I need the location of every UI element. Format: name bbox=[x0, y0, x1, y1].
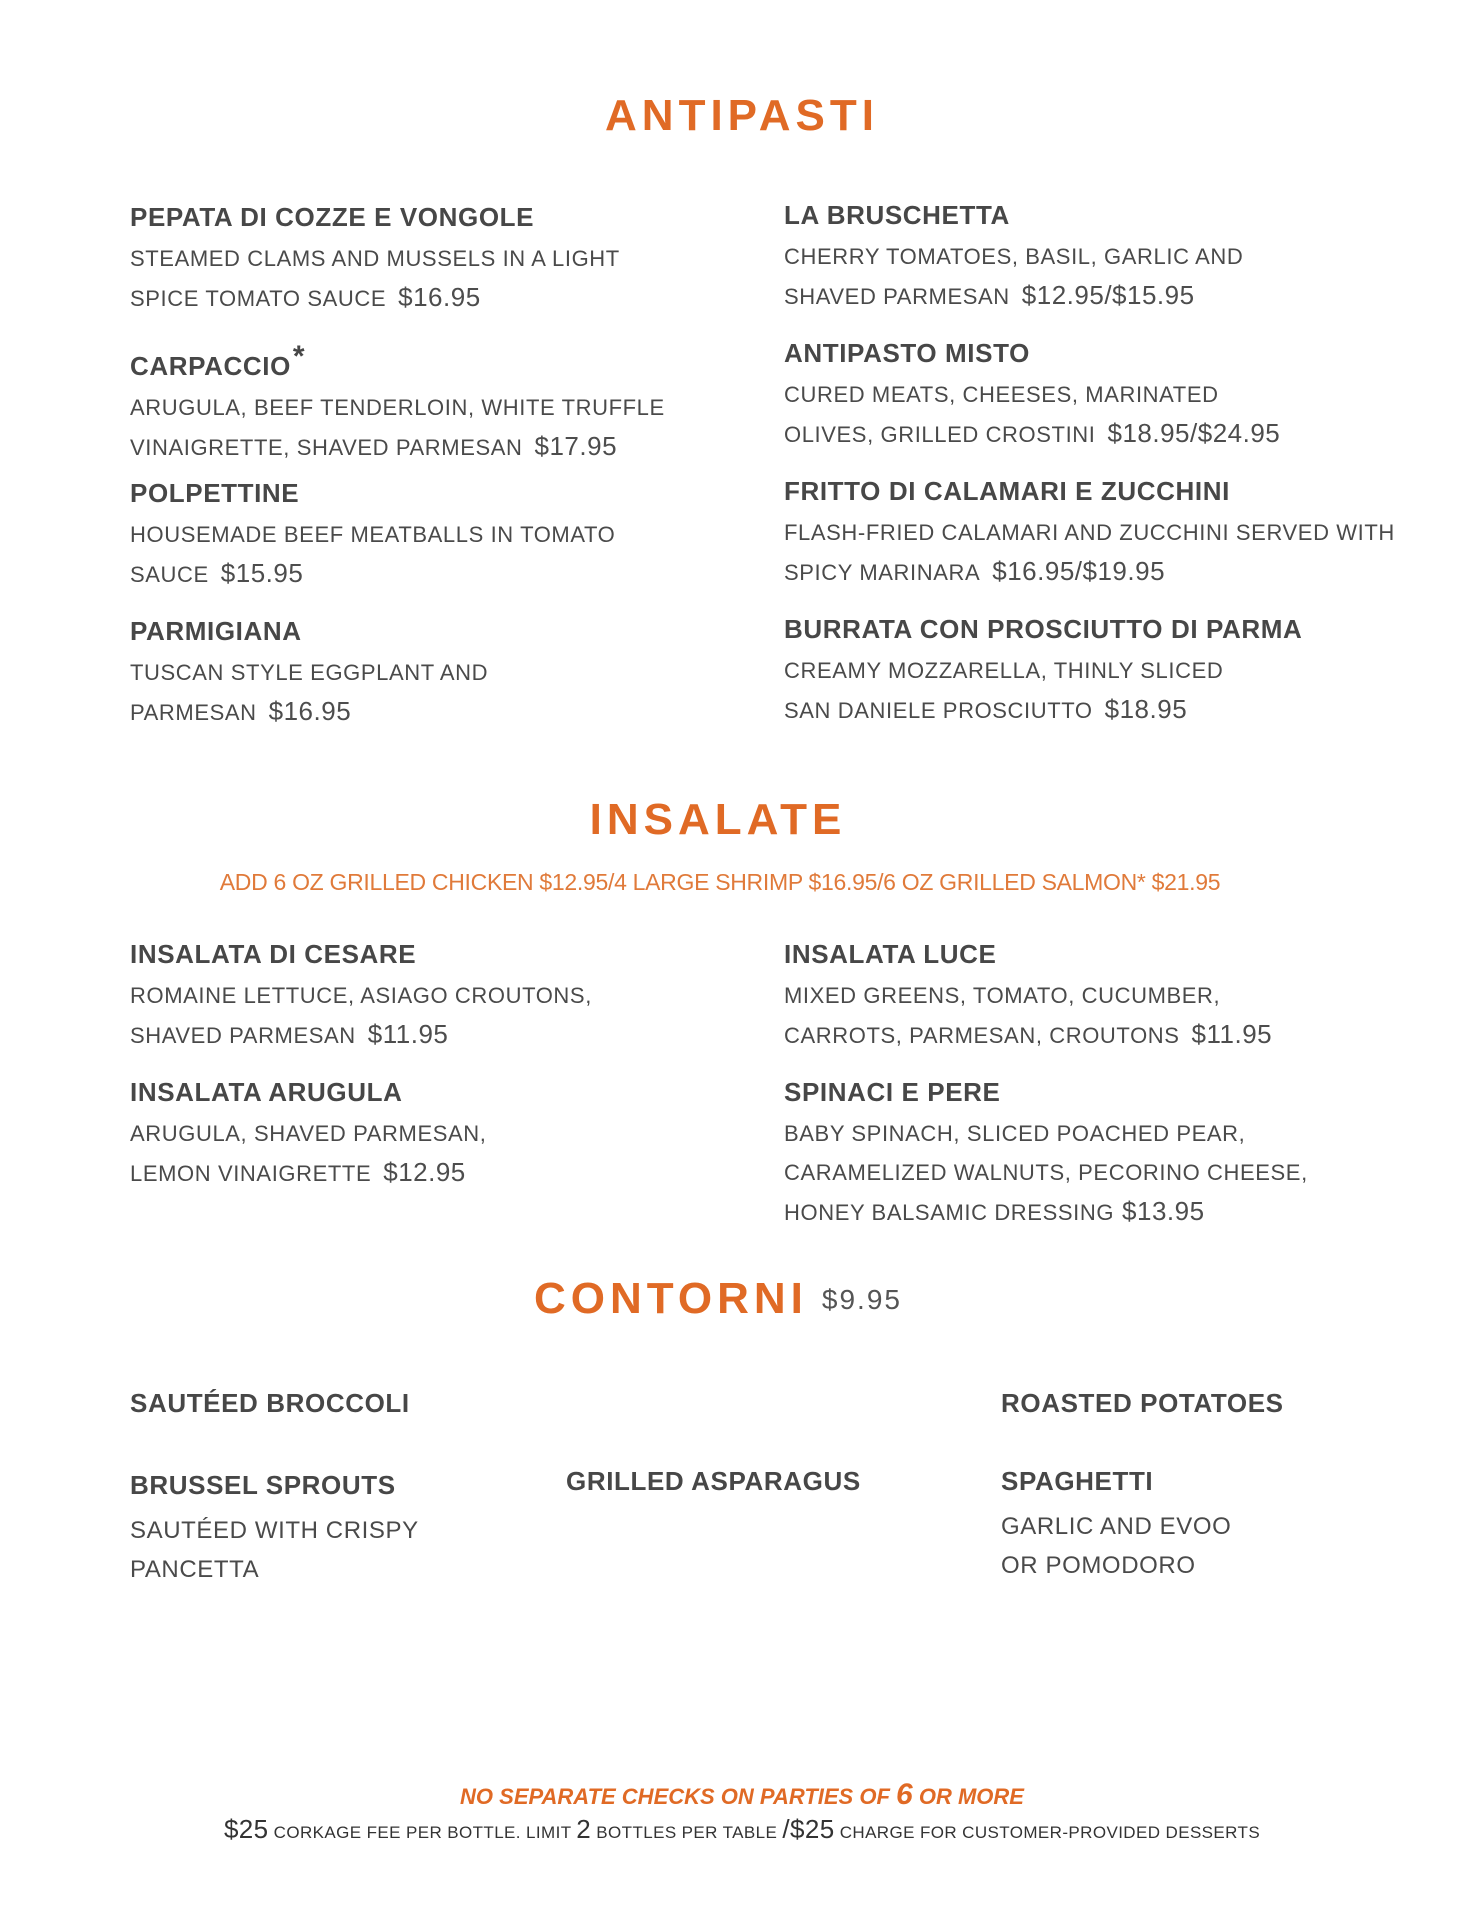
item-description bbox=[130, 1114, 730, 1193]
desc-line: LEMON VINAIGRETTE bbox=[130, 1161, 372, 1186]
item-description bbox=[784, 976, 1384, 1055]
contorni-heading bbox=[0, 1274, 1460, 1323]
desc-line: ARUGULA, BEEF TENDERLOIN, WHITE TRUFFLE bbox=[130, 395, 665, 420]
menu-item-luce bbox=[784, 941, 1384, 1055]
item-description bbox=[130, 239, 730, 318]
item-name: LA BRUSCHETTA bbox=[784, 200, 1010, 230]
desc-line: SHAVED PARMESAN bbox=[784, 284, 1010, 309]
notice-text: CORKAGE FEE PER BOTTLE. LIMIT bbox=[273, 1823, 572, 1842]
item-price: $13.95 bbox=[1122, 1196, 1205, 1226]
menu-item-burrata bbox=[784, 616, 1424, 730]
desc-line: GARLIC AND EVOO bbox=[1001, 1513, 1232, 1540]
item-name: PARMIGIANA bbox=[130, 616, 302, 646]
menu-item-polpettine bbox=[130, 480, 730, 594]
desc-line: HONEY BALSAMIC DRESSING bbox=[784, 1200, 1115, 1225]
desc-line: CARROTS, PARMESAN, CROUTONS bbox=[784, 1023, 1180, 1048]
desc-line: FLASH-FRIED CALAMARI AND ZUCCHINI SERVED WITH bbox=[784, 520, 1395, 545]
menu-item-antipasto-misto bbox=[784, 340, 1384, 454]
notice-number: 6 bbox=[896, 1778, 913, 1811]
item-description bbox=[784, 513, 1424, 592]
contorni-title: CONTORNI bbox=[534, 1274, 808, 1323]
desc-line: SPICY MARINARA bbox=[784, 560, 981, 585]
desc-line: SPICE TOMATO SAUCE bbox=[130, 286, 387, 311]
item-price: $12.95 bbox=[383, 1157, 466, 1187]
desc-line: STEAMED CLAMS AND MUSSELS IN A LIGHT bbox=[130, 246, 620, 271]
desc-line: HOUSEMADE BEEF MEATBALLS IN TOMATO bbox=[130, 522, 616, 547]
item-price: $16.95 bbox=[398, 282, 481, 312]
notice-text: NO SEPARATE CHECKS ON PARTIES OF bbox=[460, 1784, 890, 1809]
desc-line: OLIVES, GRILLED CROSTINI bbox=[784, 422, 1096, 447]
item-description bbox=[784, 1114, 1384, 1232]
side-potatoes: ROASTED POTATOES bbox=[1001, 1388, 1284, 1418]
side-brussel-sprouts-description bbox=[130, 1511, 470, 1589]
menu-item-bruschetta bbox=[784, 202, 1384, 316]
corkage-notice bbox=[0, 1814, 1484, 1845]
item-description bbox=[130, 653, 730, 732]
item-price: $18.95/$24.95 bbox=[1107, 418, 1281, 448]
item-price: $12.95/$15.95 bbox=[1021, 280, 1195, 310]
menu-item-carpaccio bbox=[130, 342, 730, 467]
menu-item-cesare bbox=[130, 941, 730, 1055]
item-description bbox=[784, 237, 1384, 316]
item-name-text: CARPACCIO bbox=[130, 351, 291, 381]
item-name bbox=[130, 342, 730, 379]
side-spaghetti: SPAGHETTI bbox=[1001, 1466, 1154, 1496]
item-price: $16.95/$19.95 bbox=[992, 556, 1166, 586]
item-description bbox=[130, 388, 730, 467]
item-price: $16.95 bbox=[268, 696, 352, 726]
item-description bbox=[130, 515, 730, 594]
side-asparagus: GRILLED ASPARAGUS bbox=[566, 1466, 861, 1496]
item-name: ANTIPASTO MISTO bbox=[784, 338, 1030, 368]
item-name: SPINACI E PERE bbox=[784, 1077, 1001, 1107]
notice-text: CHARGE FOR CUSTOMER-PROVIDED DESSERTS bbox=[839, 1823, 1261, 1842]
item-name: INSALATA LUCE bbox=[784, 939, 997, 969]
notice-text: BOTTLES PER TABLE bbox=[596, 1823, 778, 1842]
item-price: $17.95 bbox=[534, 431, 618, 461]
menu-item-pepata bbox=[130, 204, 730, 318]
item-description bbox=[130, 976, 730, 1055]
desc-line: MIXED GREENS, TOMATO, CUCUMBER, bbox=[784, 983, 1221, 1008]
menu-item-parmigiana bbox=[130, 618, 730, 732]
desc-line: VINAIGRETTE, SHAVED PARMESAN bbox=[130, 435, 523, 460]
menu-item-spinaci bbox=[784, 1079, 1384, 1232]
notice-text: OR MORE bbox=[918, 1784, 1024, 1809]
item-name: FRITTO DI CALAMARI E ZUCCHINI bbox=[784, 476, 1230, 506]
raw-notice-asterisk: * bbox=[292, 340, 306, 373]
insalate-heading: INSALATE bbox=[589, 795, 847, 844]
desc-line: OR POMODORO bbox=[1001, 1552, 1196, 1579]
side-broccoli: SAUTÉED BROCCOLI bbox=[130, 1388, 410, 1418]
side-spaghetti-description bbox=[1001, 1507, 1341, 1585]
item-name: BURRATA CON PROSCIUTTO DI PARMA bbox=[784, 614, 1303, 644]
desc-line: SAN DANIELE PROSCIUTTO bbox=[784, 698, 1093, 723]
separator: / bbox=[782, 1814, 790, 1844]
desc-line: SAUCE bbox=[130, 562, 209, 587]
side-brussel-sprouts: BRUSSEL SPROUTS bbox=[130, 1470, 396, 1500]
desc-line: PARMESAN bbox=[130, 700, 257, 725]
item-name: PEPATA DI COZZE E VONGOLE bbox=[130, 202, 535, 232]
item-name: POLPETTINE bbox=[130, 478, 300, 508]
item-price: $15.95 bbox=[220, 558, 304, 588]
item-price: $18.95 bbox=[1104, 694, 1188, 724]
item-description bbox=[784, 651, 1424, 730]
desc-line: SHAVED PARMESAN bbox=[130, 1023, 356, 1048]
desc-line: SAUTÉED WITH CRISPY bbox=[130, 1517, 419, 1544]
item-name: INSALATA ARUGULA bbox=[130, 1077, 403, 1107]
desc-line: CHERRY TOMATOES, BASIL, GARLIC AND bbox=[784, 244, 1244, 269]
item-name: INSALATA DI CESARE bbox=[130, 939, 417, 969]
bottle-limit: 2 bbox=[576, 1814, 592, 1844]
desc-line: CURED MEATS, CHEESES, MARINATED bbox=[784, 382, 1219, 407]
desc-line: PANCETTA bbox=[130, 1556, 260, 1583]
item-description bbox=[784, 375, 1384, 454]
desc-line: ARUGULA, SHAVED PARMESAN, bbox=[130, 1121, 487, 1146]
separate-checks-notice bbox=[0, 1778, 1484, 1812]
desc-line: BABY SPINACH, SLICED POACHED PEAR, bbox=[784, 1121, 1246, 1146]
dessert-fee: $25 bbox=[790, 1814, 835, 1844]
insalate-add-ons-note: ADD 6 OZ GRILLED CHICKEN $12.95/4 LARGE SHRIMP $16.95/6 OZ GRILLED SALMON* $21.95 bbox=[219, 869, 1221, 895]
antipasti-heading: ANTIPASTI bbox=[605, 91, 879, 140]
item-price: $11.95 bbox=[367, 1019, 449, 1049]
desc-line: ROMAINE LETTUCE, ASIAGO CROUTONS, bbox=[130, 983, 592, 1008]
menu-item-fritto bbox=[784, 478, 1424, 592]
item-price: $11.95 bbox=[1191, 1019, 1273, 1049]
contorni-price: $9.95 bbox=[821, 1284, 902, 1315]
menu-item-arugula bbox=[130, 1079, 730, 1193]
desc-line: CARAMELIZED WALNUTS, PECORINO CHEESE, bbox=[784, 1160, 1308, 1185]
corkage-fee: $25 bbox=[223, 1814, 269, 1844]
desc-line: CREAMY MOZZARELLA, THINLY SLICED bbox=[784, 658, 1224, 683]
desc-line: TUSCAN STYLE EGGPLANT AND bbox=[130, 660, 489, 685]
